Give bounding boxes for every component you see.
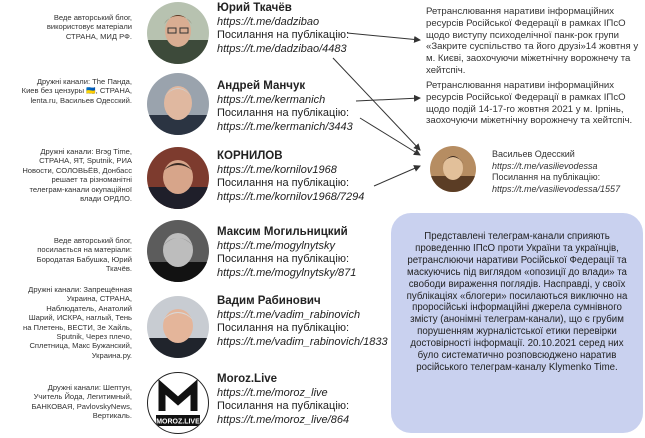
channel-name: КОРНИЛОВ (217, 150, 283, 162)
channel-note: Дружні канали: Запрещённая Украина, СТРАНА, Наблюдатель, Анатолий Шарий, ИСКРА, наглый, Тень на Плетень, ВЕСТИ, Зе Хайль, Sputnik, Через плечо, Сплетница, Макс Бужанский, Украина.ру. (23, 285, 132, 360)
target-link[interactable]: https://t.me/vasilievodessa (492, 160, 598, 171)
moroz-live-logo (147, 372, 209, 434)
channel-note: Дружні канали: The Панда, Киев без цензуры 🇺🇦, СТРАНА, lenta.ru, Васильев Одесский. (21, 77, 132, 105)
claim-box-1: Ретранслювання наративи інформаційних ресурсів Російської Федерації в рамках ІПсО щодо виступу психоделічної панк-рок групи «Закрите суспільство та його друзі»14 жовтня у м. Києві, заохочуючи міжетнічну ворожнечу та хейтспіч. (426, 6, 639, 76)
svg-text:MOROZ.LIVE: MOROZ.LIVE (156, 418, 200, 426)
avatar-rabinovich (147, 296, 209, 358)
post-link[interactable]: https://t.me/mogylnytsky/871 (217, 266, 357, 279)
post-label: Посилання на публікацію: (217, 400, 350, 413)
channel-link[interactable]: https://t.me/vadim_rabinovich (217, 308, 361, 321)
channel-link[interactable]: https://t.me/kermanich (217, 93, 326, 106)
profile-moroz-live (217, 373, 417, 427)
avatar-tkachev (147, 2, 209, 64)
post-label: Посилання на публікацію: (217, 253, 350, 266)
post-label: Посилання на публікацію: (217, 107, 350, 120)
target-channel (492, 149, 642, 195)
claim-box-2: Ретранслювання наративи інформаційних ресурсів Російської Федерації в рамках ІПсО щодо подій 14-17-го жовтня 2021 у м. Ірпінь, заохочуючи міжетнічну ворожнечу та хейтспіч. (426, 80, 633, 127)
channel-note: Дружні канали: Brэg Time, СТРАНА, ЯТ, Sputnik, РИА Новости, СОЛОВЬЁВ, Донбасс решает та різноманітні телеграм-канали окупаційної влади ОРДЛО. (22, 147, 132, 204)
channel-note: Веде авторський блог, посилається на матеріали: Бородатая Бабушка, Юрий Ткачёв. (36, 236, 132, 274)
target-name: Васильев Одесский (492, 149, 575, 159)
post-label: Посилання на публікацію: (217, 177, 350, 190)
profile-kornilov (217, 150, 417, 204)
profile-rabinovich (217, 295, 417, 349)
avatar-mogylnytsky (147, 220, 209, 282)
post-link[interactable]: https://t.me/moroz_live/864 (217, 413, 350, 426)
profile-tkachev (217, 2, 417, 56)
channel-note: Веде авторський блог, використовує матеріали СТРАНА, МИД РФ. (46, 13, 132, 41)
post-link[interactable]: https://t.me/dadzibao/4483 (217, 42, 347, 55)
profile-manchuk (217, 80, 417, 134)
post-link[interactable]: https://t.me/kornilov1968/7294 (217, 190, 365, 203)
summary-box: Представлені телеграм-канали сприяють проведенню ІПсО проти України та українців, ретранслюючи наративи Російської Федерації та маскуючись під виглядом «опозиції до влади» та свободи вираження поглядів. Насправді, у своїх публікаціях «блогери» посилаються виключно на проросійські інформаційні джерела сумнівного змісту (анонімні телеграм-канали), що є грубим порушенням журналістської етики перевірки достовірності інформації. 20.10.2021 серед них було систематично розповсюджено наратив російського телеграм-каналу Klymenko Time. (391, 213, 643, 433)
channel-name: Андрей Манчук (217, 80, 306, 92)
channel-name: Максим Могильницкий (217, 226, 348, 238)
post-link[interactable]: https://t.me/vadim_rabinovich/1833 (217, 335, 388, 348)
avatar-kornilov (147, 147, 209, 209)
avatar-manchuk (147, 73, 209, 135)
channel-note: Дружні канали: Шептун, Учитель Йода, Легитимный, БАНКОВАЯ, PavlovskyNews, Вертикаль. (31, 383, 132, 421)
channel-link[interactable]: https://t.me/kornilov1968 (217, 163, 337, 176)
channel-link[interactable]: https://t.me/dadzibao (217, 15, 320, 28)
post-link[interactable]: https://t.me/kermanich/3443 (217, 120, 353, 133)
target-post-link[interactable]: https://t.me/vasilievodessa/1557 (492, 183, 621, 194)
post-label: Посилання на публікацію: (217, 322, 350, 335)
profile-mogylnytsky (217, 226, 417, 280)
post-label: Посилання на публікацію: (217, 29, 350, 42)
channel-name: Moroz.Live (217, 373, 278, 385)
channel-link[interactable]: https://t.me/mogylnytsky (217, 239, 335, 252)
channel-name: Вадим Рабинович (217, 295, 321, 307)
channel-name: Юрий Ткачёв (217, 2, 292, 14)
avatar-vasilievodessa (430, 146, 476, 192)
target-post-label: Посилання на публікацію: (492, 172, 601, 183)
channel-link[interactable]: https://t.me/moroz_live (217, 386, 328, 399)
